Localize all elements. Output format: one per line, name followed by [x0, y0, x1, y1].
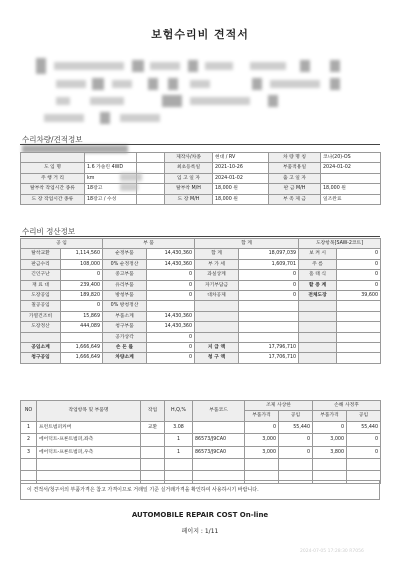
- table-row: [21, 446, 381, 458]
- redacted-block: [120, 173, 142, 181]
- group-header-after: 손해 사정후: [313, 401, 381, 411]
- field-value: 현대 / RV: [213, 153, 269, 163]
- field-value: 0: [147, 343, 195, 353]
- field-label: [195, 311, 239, 321]
- redacted-block: [44, 114, 84, 122]
- field-value: 2021-10-26: [213, 163, 269, 173]
- field-value: 0: [239, 280, 299, 290]
- table-cell: 3,000: [245, 434, 279, 446]
- field-value: 18장고: [85, 184, 137, 194]
- empty-cell: [347, 459, 381, 471]
- field-value: 39,600: [337, 291, 381, 301]
- field-value: 239,400: [61, 280, 103, 290]
- table-cell: 3,000: [313, 434, 347, 446]
- field-label: 부품소계: [103, 311, 147, 321]
- field-label: [299, 311, 337, 321]
- table-row: [21, 270, 381, 280]
- field-value: [337, 343, 381, 353]
- empty-cell: [313, 459, 347, 471]
- field-label: 도장정산: [21, 322, 61, 332]
- empty-cell: [37, 459, 141, 471]
- field-label: 탈부착 작업시간 종류: [21, 184, 85, 194]
- field-label: 0% 순정정산: [103, 259, 147, 269]
- field-label: 도 장 작업시간 종류: [21, 194, 85, 204]
- redacted-block: [330, 60, 340, 72]
- table-cell: 3,000: [245, 446, 279, 458]
- field-label: 공가상각: [103, 332, 147, 342]
- redacted-block: [162, 95, 182, 107]
- field-label: [299, 322, 337, 332]
- table-cell: 86573/J9CA0: [193, 446, 245, 458]
- page-number: 페이지 : 1/11: [181, 528, 219, 535]
- field-label: 도장공임: [21, 291, 61, 301]
- field-value: 18,000 원: [213, 194, 269, 204]
- table-cell: 프런트범퍼커버: [37, 421, 141, 433]
- table-cell: 3: [21, 446, 37, 458]
- field-value: [137, 163, 165, 173]
- field-value: [337, 322, 381, 332]
- field-value: 0: [147, 332, 195, 342]
- redacted-block: [100, 112, 110, 124]
- field-label: 순정부품: [103, 249, 147, 259]
- field-value: 1.6 가솔린 4WD: [85, 163, 137, 173]
- table-row: [21, 421, 381, 433]
- field-label: 탈착교환: [21, 249, 61, 259]
- table-cell: 3,800: [313, 446, 347, 458]
- field-label: 최초등록일: [165, 163, 213, 173]
- table-row: [21, 173, 381, 183]
- field-value: [337, 332, 381, 342]
- field-label: [299, 301, 337, 311]
- vehicle-info-table: [20, 152, 381, 205]
- col-no: NO: [21, 401, 37, 422]
- field-label: [299, 353, 337, 363]
- field-value: km: [85, 173, 137, 183]
- field-value: 0: [337, 280, 381, 290]
- empty-cell: [279, 459, 313, 471]
- field-value: 1,609,701: [239, 259, 299, 269]
- repair-items-table: [20, 400, 381, 484]
- redacted-block: [205, 62, 233, 70]
- field-label: 도 장 M/H: [165, 194, 213, 204]
- table-cell: 86573/J9CA0: [193, 434, 245, 446]
- field-label: [195, 301, 239, 311]
- field-value: 2024-01-02: [213, 173, 269, 183]
- field-value: 0: [147, 291, 195, 301]
- table-cell: 0: [245, 421, 279, 433]
- redacted-block: [90, 97, 124, 105]
- table-cell: 3.08: [165, 421, 193, 433]
- field-label: 과실상계: [195, 270, 239, 280]
- redacted-block: [268, 95, 278, 107]
- col-part-price-after: 부품가격: [313, 411, 347, 421]
- redacted-block: [54, 62, 124, 70]
- field-label: [299, 343, 337, 353]
- field-value: [337, 301, 381, 311]
- field-label: 청 구 액: [195, 353, 239, 363]
- field-label: 입 고 일 자: [165, 173, 213, 183]
- field-value: [137, 194, 165, 204]
- field-label: [195, 332, 239, 342]
- redacted-block: [150, 62, 180, 70]
- field-value: 108,000: [61, 259, 103, 269]
- table-cell: 교환: [141, 421, 165, 433]
- field-value: 1,114,560: [61, 249, 103, 259]
- field-value: [137, 184, 165, 194]
- col-item: 작업항목 및 부품명: [37, 401, 141, 422]
- redacted-block: [120, 114, 160, 122]
- field-label: 방청부품: [103, 291, 147, 301]
- field-value: 18,097,039: [239, 249, 299, 259]
- field-label: 차량소계: [103, 353, 147, 363]
- field-label: 도 입 명: [21, 163, 85, 173]
- col-labor-after: 공임: [347, 411, 381, 421]
- field-label: 출 고 일 자: [269, 173, 321, 183]
- notice-text: 이 견적서/청구서의 부품가격은 참고 가격이므로 거래일 기준 실거래가격을 확인하여 사용하시기 바랍니다.: [20, 480, 380, 500]
- field-label: 부 족 제 금: [269, 194, 321, 204]
- table-cell: 1: [165, 434, 193, 446]
- field-label: 손 돈 를: [103, 343, 147, 353]
- field-value: [239, 332, 299, 342]
- field-label: 유리부품: [103, 280, 147, 290]
- field-value: [239, 301, 299, 311]
- field-label: 대차공제: [195, 291, 239, 301]
- field-value: [85, 153, 137, 163]
- field-value: 0: [337, 270, 381, 280]
- field-label: 긴인구난: [21, 270, 61, 280]
- field-value: 1,666,649: [61, 343, 103, 353]
- field-value: 0: [337, 259, 381, 269]
- field-value: [147, 301, 195, 311]
- empty-cell: [141, 459, 165, 471]
- redacted-block: [330, 78, 340, 90]
- field-label: 자기부담금: [195, 280, 239, 290]
- table-cell: 0: [347, 434, 381, 446]
- col-hq: H,Q,%: [165, 401, 193, 422]
- table-cell: 0: [279, 434, 313, 446]
- field-value: 0: [147, 270, 195, 280]
- field-value: 코나(20)-OS: [321, 153, 381, 163]
- field-value: 189,820: [61, 291, 103, 301]
- header-total: 합 계: [195, 239, 299, 249]
- table-cell: 에어덕트-프론트범퍼,좌측: [37, 434, 141, 446]
- table-cell: 0: [313, 421, 347, 433]
- field-label: [21, 153, 85, 163]
- field-label: 부 가 세: [195, 259, 239, 269]
- field-value: 18,000 원: [213, 184, 269, 194]
- redacted-block: [120, 183, 138, 191]
- table-row: [21, 184, 381, 194]
- table-row: [21, 434, 381, 446]
- redacted-block: [132, 60, 144, 72]
- table-cell: 1: [21, 421, 37, 433]
- field-label: 0% 방청정산: [103, 301, 147, 311]
- section-divider: [20, 236, 380, 237]
- table-cell: 1: [165, 446, 193, 458]
- section-title-vehicle: 수리차량/견적정보: [22, 135, 83, 144]
- header-paint: 도장항목[SAW-2코트]: [299, 239, 381, 249]
- field-label: 청구공임: [21, 353, 61, 363]
- redacted-block: [270, 80, 320, 88]
- field-value: [239, 322, 299, 332]
- field-label: 중고부품: [103, 270, 147, 280]
- field-label: 공임소계: [21, 343, 61, 353]
- field-value: 15,869: [61, 311, 103, 321]
- empty-cell: [193, 459, 245, 471]
- field-label: 합 계: [195, 249, 239, 259]
- table-row: [21, 259, 381, 269]
- empty-row: [21, 459, 381, 471]
- header-parts: 부 품: [103, 239, 195, 249]
- field-value: 0: [61, 301, 103, 311]
- field-value: 2024-01-02: [321, 163, 381, 173]
- field-value: 14,430,360: [147, 311, 195, 321]
- redacted-block: [190, 80, 210, 88]
- header-labor: 공 임: [21, 239, 103, 249]
- field-label: 가열건조비: [21, 311, 61, 321]
- redacted-block: [190, 97, 250, 105]
- field-value: [321, 173, 381, 183]
- settlement-table: [20, 238, 381, 364]
- table-row: [21, 332, 381, 342]
- field-value: 0: [61, 270, 103, 280]
- field-label: 전체도장: [299, 291, 337, 301]
- field-label: 차 량 명 칭: [269, 153, 321, 163]
- document-title: 보험수리비 견적서: [151, 28, 249, 41]
- field-label: 청구부품: [103, 322, 147, 332]
- redacted-block: [148, 78, 158, 90]
- field-value: 17,796,710: [239, 343, 299, 353]
- col-part-price: 부품가격: [245, 411, 279, 421]
- field-value: [337, 311, 381, 321]
- table-cell: [141, 434, 165, 446]
- field-value: 0: [239, 291, 299, 301]
- table-row: [21, 194, 381, 204]
- col-part-code: 부품코드: [193, 401, 245, 422]
- field-value: 444,089: [61, 322, 103, 332]
- table-cell: [193, 421, 245, 433]
- table-row: [21, 280, 381, 290]
- table-row: [21, 353, 381, 363]
- field-label: 부품적용일: [269, 163, 321, 173]
- table-row: [21, 163, 381, 173]
- timestamp: 2024-07-05 17:28:30 R7056: [300, 549, 364, 554]
- field-value: 1,666,649: [61, 353, 103, 363]
- table-cell: 0: [347, 446, 381, 458]
- field-value: 18장고 / 수성: [85, 194, 137, 204]
- field-label: 지 급 액: [195, 343, 239, 353]
- table-row: [21, 249, 381, 259]
- field-label: 주 름: [299, 259, 337, 269]
- table-cell: 0: [279, 446, 313, 458]
- field-value: [137, 153, 165, 163]
- redacted-block: [92, 78, 104, 90]
- redacted-block: [168, 78, 178, 90]
- table-cell: 2: [21, 434, 37, 446]
- field-value: 18,000 원: [321, 184, 381, 194]
- table-cell: [141, 446, 165, 458]
- field-value: [61, 332, 103, 342]
- field-label: 판금수리: [21, 259, 61, 269]
- field-label: [299, 332, 337, 342]
- table-cell: 에어덕트-프론트범퍼,우측: [37, 446, 141, 458]
- field-label: 칠공공임: [21, 301, 61, 311]
- group-header-before: 조제 사상한: [245, 401, 313, 411]
- redacted-block: [56, 80, 86, 88]
- table-row: [21, 322, 381, 332]
- table-row: [21, 301, 381, 311]
- field-value: [239, 311, 299, 321]
- field-value: 14,430,360: [147, 259, 195, 269]
- redacted-block: [300, 60, 310, 72]
- section-divider: [20, 144, 380, 145]
- field-value: 17,706,710: [239, 353, 299, 363]
- table-cell: 55,440: [279, 421, 313, 433]
- field-label: 탈부착 M/H: [165, 184, 213, 194]
- table-row: [21, 291, 381, 301]
- col-labor: 공임: [279, 411, 313, 421]
- field-value: 0: [337, 249, 381, 259]
- field-value: 0: [147, 353, 195, 363]
- redacted-block: [36, 58, 46, 74]
- field-value: 14,430,360: [147, 249, 195, 259]
- table-row: [21, 311, 381, 321]
- field-label: 재 료 대: [21, 280, 61, 290]
- empty-cell: [21, 459, 37, 471]
- redacted-block: [56, 97, 70, 105]
- field-value: 0: [147, 280, 195, 290]
- col-work: 작업: [141, 401, 165, 422]
- field-value: 일조완료: [321, 194, 381, 204]
- field-label: 제작사/차종: [165, 153, 213, 163]
- empty-cell: [165, 459, 193, 471]
- redacted-block: [188, 60, 198, 72]
- empty-cell: [245, 459, 279, 471]
- field-label: [21, 332, 61, 342]
- section-title-settlement: 수리비 정산정보: [22, 227, 76, 236]
- field-label: 판 금 M/H: [269, 184, 321, 194]
- redacted-block: [250, 62, 286, 70]
- redacted-block: [112, 80, 132, 88]
- field-value: 0: [239, 270, 299, 280]
- field-value: 14,430,360: [147, 322, 195, 332]
- table-cell: 55,440: [347, 421, 381, 433]
- field-label: 흠 태 식: [299, 270, 337, 280]
- field-label: 할 증 계: [299, 280, 337, 290]
- field-value: [337, 353, 381, 363]
- redacted-block: [252, 78, 262, 90]
- field-label: [195, 322, 239, 332]
- field-label: 주 행 거 리: [21, 173, 85, 183]
- table-row: [21, 153, 381, 163]
- table-row: [21, 343, 381, 353]
- field-label: 보 켜 시: [299, 249, 337, 259]
- brand-text: AUTOMOBILE REPAIR COST On-line: [131, 511, 269, 519]
